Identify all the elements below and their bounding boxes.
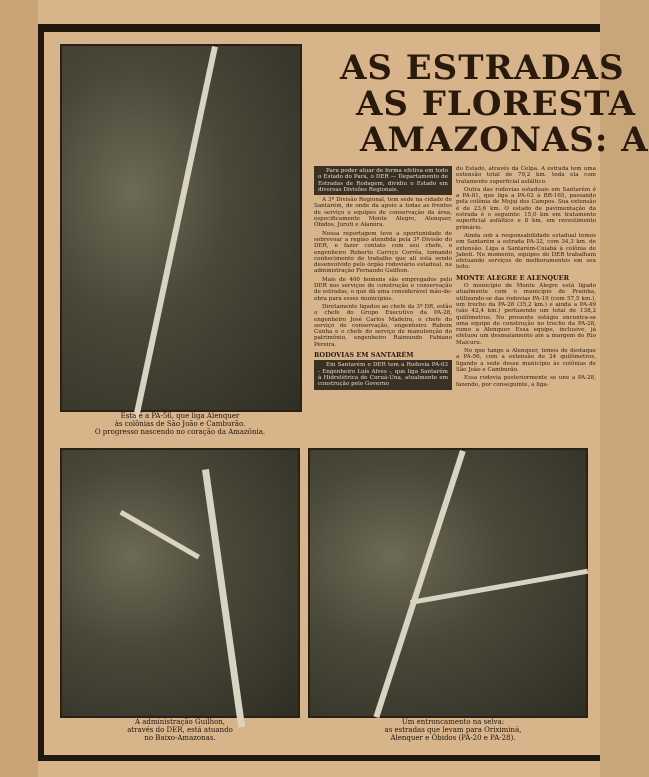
aerial-photo-junction [308,448,588,718]
paragraph: do Estado, através da Celpa. A estrada tem uma extensão total de 79,2 km. toda ela com tratamento superficial asfáltico. [456,166,596,185]
road-graphic [410,569,588,605]
photo2-caption [60,718,300,742]
aerial-photo-guilhon [60,448,300,718]
headline-line-1: AS ESTRADAS [340,48,625,88]
caption-line: através do DER, está atuando [127,726,233,734]
article-column-2 [456,166,596,390]
road-graphic [202,469,245,727]
article-intro: Para poder atuar de forma efetiva em todo o Estado do Pará, o DER — Departamento de Estradas de Rodagem, dividiu o Estado em diversas Divisões Regionais. [314,166,452,195]
paragraph: O município de Monte Alegre está ligado atualmente com o município de Prainha, utilizando-se das rodovias PA-19 (com 57,5 km.), um trecho da PA-28 (35,2 km.) e ainda a PA-49 (são 42,4 km.) perfazendo um total de 138,2 quilômetros. No presente estágio encontra-se uma equipe de construção no trecho da PA-28, rumo a Alenquer. Essa equipe, inclusive, já efetuou um desmatamento até a margem do Rio Maicuru. [456,283,596,346]
paragraph: A 3ª Divisão Regional, tem sede na cidade de Santarém, de onde da apoio a todas as frentes de serviço e equipes de conservação da área, especificamente Monte Alegre, Alenquer, Óbidos, Juruti e Alamira. [314,197,452,229]
top-border [38,24,600,32]
paragraph: Nossa reportagem teve a oportunidade de sobrevoar a região atendida pela 3ª Divisão do DER, e fazer contato com seu chefe, o engenheiro Roberto Carriço Corrêa, tomando conhecimento do trabalho que ali está sendo desenvolvido pelo órgão rodoviário estadual, na administração Fernando Guilhon. [314,230,452,275]
section-heading: RODOVIAS EM SANTARÉM [314,351,414,360]
caption-line: as estradas que levam para Oriximiná, [384,726,522,734]
headline-line-2: AS FLORESTA [356,84,636,124]
headline-line-3: AMAZONAS: A [360,120,649,160]
paragraph: Mais de 400 homens são empregados pelo DER nos serviços de construção e conservação de estradas, o que dá uma considerável mão-de-obra para esses municípios. [314,276,452,302]
photo1-caption [60,412,300,436]
article-column-1 [314,166,452,392]
caption-line: no Baixo-Amazonas. [144,734,216,742]
caption-line: Um entroncamento na selva: [401,718,505,726]
paragraph: Ainda sob a responsabilidade estadual temos em Santarém a estrada PA-32, com 34,3 km. de extensão. Liga a Santarém-Cuiabá à colônia de Jaboti. No momento, equipes do DER trabalham efetuando serviços de melhoramentos em seu leito. [456,232,596,271]
page-margin [0,0,38,777]
paragraph: No que tange a Alenquer, temos de destaque a PA-56, com a extensão de 24 quilômetros, ligando a sede desse município às colônias de São João e Camburão. [456,348,596,373]
caption-line: às colônias de São João e Camburão. [114,420,246,428]
paragraph: Outra das rodovias estaduais em Santarém é a PA-81, que liga a PA-02 à BR-165, passando pela colônia de Mojuí dos Campos. Sua extensão é de 23,6 km. O estado de pavimentação da estrada é o seguinte: 15,0 km em tratamento superficial asfáltico e 8 km. em revestimento primário. [456,186,596,231]
road-graphic [373,450,465,718]
paragraph: Em Santarém o DER tem a Rodovia PA-03 - Engenheiro Luís Alves -, que liga Santarém à Hidrelétrica de Curuá-Una, atualmente em construção pelo Governo [314,360,452,389]
bottom-border [38,755,600,761]
caption-line: A administração Guilhon, [134,718,226,726]
caption-line: O progresso nascendo no coração da Amazônia. [94,428,266,436]
photo3-caption [318,718,588,742]
left-border [38,24,44,761]
paragraph: Diretamente ligados ao chefe da 3ª DR, estão o chefe do Grupo Executivo da PA-28, engenheiro José Carlos Madeira, o chefe do serviço de conservação, engenheiro Rubem Cunha e o chefe do serviço de manutenção do patrimônio, engenheiro Raimundo Fabiano Pereira. [314,303,452,348]
road-graphic [133,46,218,419]
caption-line: Alenquer e Óbidos (PA-20 e PA-28). [390,734,516,742]
road-graphic [120,510,200,559]
paragraph: Essa rodovia posteriormente se une a PA-28, fazendo, por conseguinte, a liga- [456,375,596,388]
aerial-photo-pa56 [60,44,302,412]
section-heading: MONTE ALEGRE E ALENQUER [456,273,570,282]
caption-line: Esta é a PA-56, que liga Alenquer [120,412,240,420]
